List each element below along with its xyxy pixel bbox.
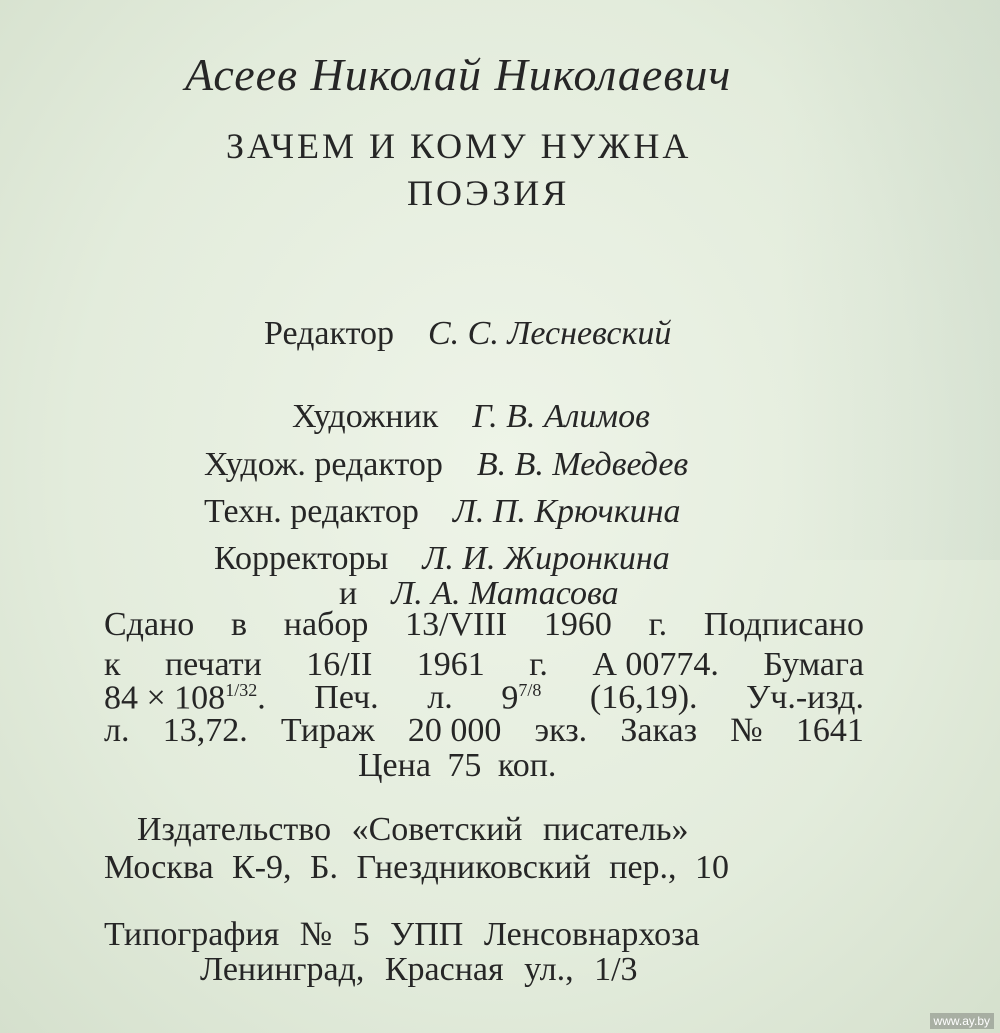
show-through-shadow	[780, 0, 1000, 560]
credit-person: С. С. Лесневский	[427, 315, 672, 352]
credit-person: Л. И. Жиронкина	[422, 540, 670, 577]
credit-person: Л. П. Крючкина	[452, 493, 681, 530]
credit-role: и	[339, 575, 358, 612]
book-title-line-2: ПОЭЗИЯ	[407, 173, 570, 213]
site-watermark: www.ay.by	[930, 1013, 994, 1029]
print-data-line-2: к печати 16/II 1961 г. А 00774. Бумага	[104, 646, 864, 683]
credit-role: Корректоры	[214, 540, 389, 577]
credit-person: Л. А. Матасова	[391, 575, 619, 612]
printer-name: Типография № 5 УПП Ленсовнархоза	[104, 916, 700, 953]
credit-person: Г. В. Алимов	[472, 398, 650, 435]
publisher-address: Москва К-9, Б. Гнездниковский пер., 10	[104, 849, 730, 886]
credit-role: Худож. редактор	[204, 446, 443, 483]
author-name: Асеев Николай Николаевич	[185, 49, 732, 100]
credit-role: Техн. редактор	[204, 493, 419, 530]
print-data-line-4: л. 13,72. Тираж 20 000 экз. Заказ № 1641	[104, 712, 864, 749]
print-data-line-1: Сдано в набор 13/VIII 1960 г. Подписано	[104, 606, 864, 643]
publisher-name: Издательство «Советский писатель»	[137, 811, 689, 848]
printer-address: Ленинград, Красная ул., 1/3	[200, 951, 638, 988]
credit-person: В. В. Медведев	[476, 446, 689, 483]
book-title-line-1: ЗАЧЕМ И КОМУ НУЖНА	[226, 126, 692, 166]
print-data-line-3: $84 \times 108^{1/32}$. Печ. л. $9^{7/8}$ (16,19). Уч.-изд.	[104, 679, 864, 717]
credit-role: Художник	[292, 398, 439, 435]
price: Цена 75 коп.	[358, 747, 557, 784]
credit-role: Редактор	[264, 315, 394, 352]
